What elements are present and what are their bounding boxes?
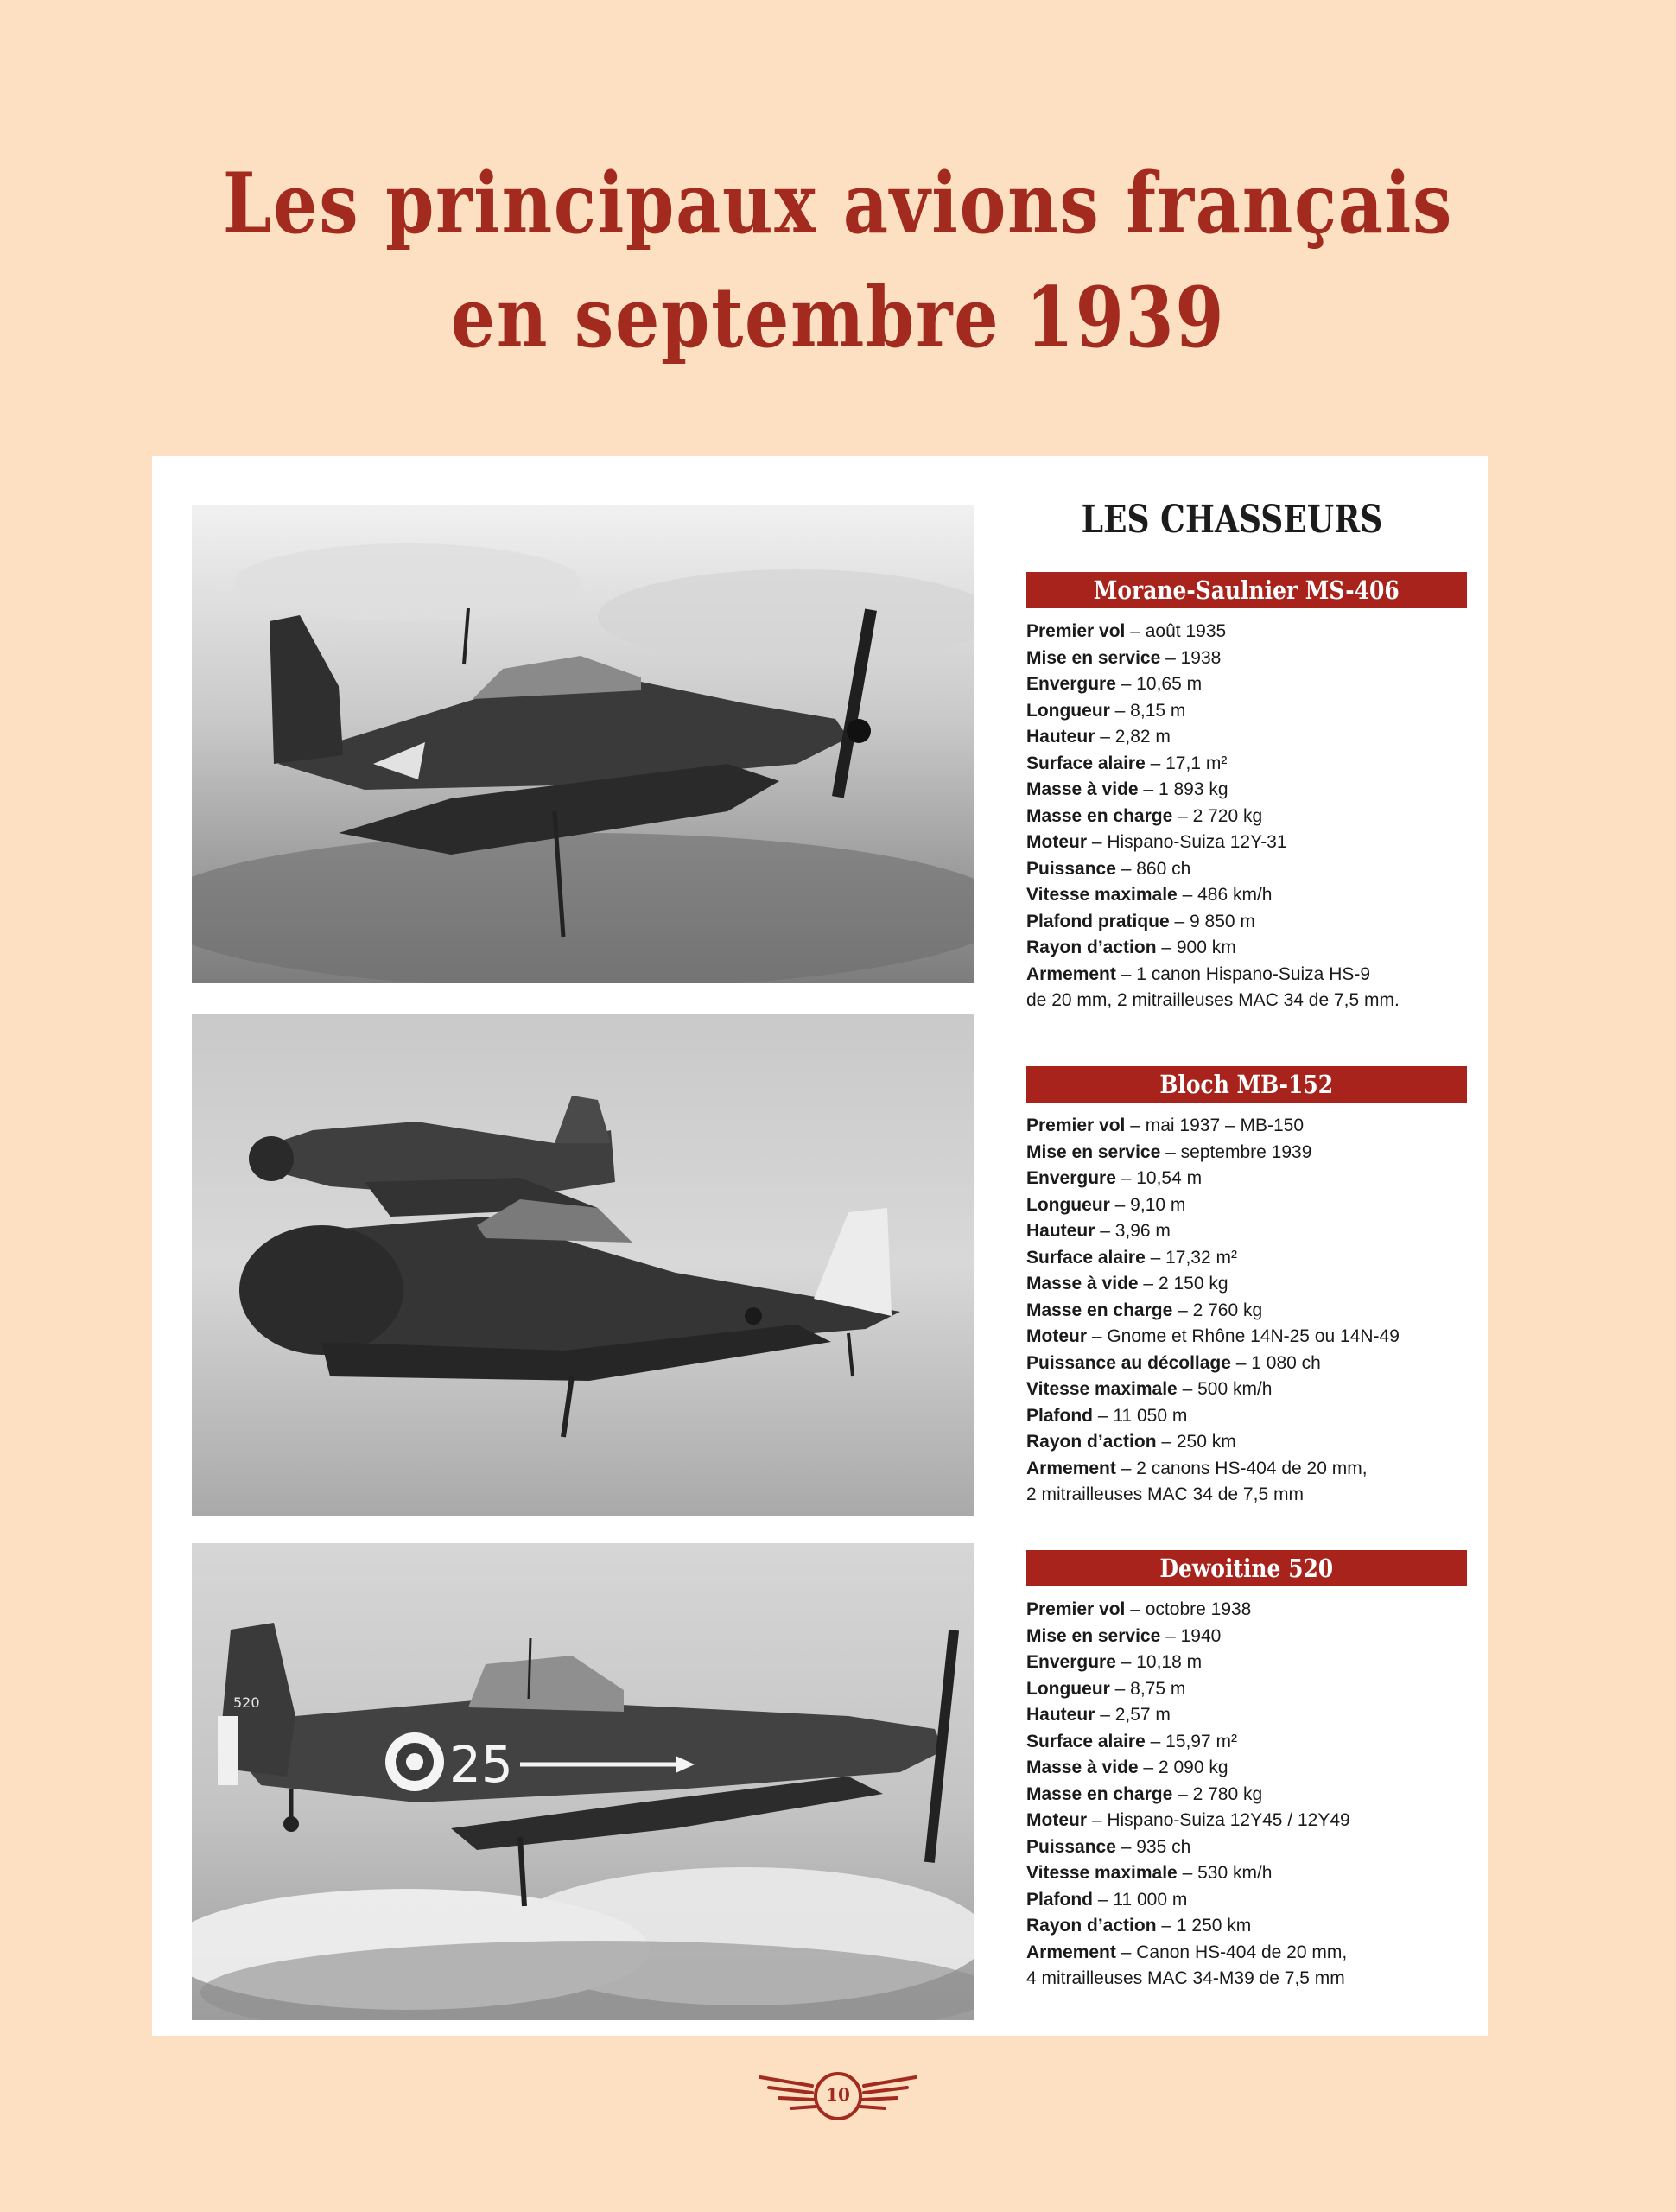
spec-line — [1026, 804, 1467, 830]
spec-line — [1026, 777, 1467, 804]
spec-value: – 8,15 m — [1109, 700, 1186, 721]
spec-label: Surface alaire — [1026, 1247, 1146, 1268]
spec-label: Rayon d’action — [1026, 1432, 1157, 1452]
spec-label: Puissance — [1026, 858, 1116, 879]
aircraft-photo-3 — [192, 1543, 974, 2020]
spec-line — [1026, 1782, 1467, 1808]
spec-label: Surface alaire — [1026, 753, 1146, 773]
spec-line — [1026, 1834, 1467, 1861]
spec-value: – 2 090 kg — [1138, 1758, 1228, 1777]
spec-label: Moteur — [1026, 1810, 1087, 1830]
spec-label: Envergure — [1026, 674, 1116, 694]
photo-bloch-mb152 — [192, 1014, 974, 1516]
spec-label: Plafond — [1026, 1889, 1093, 1910]
spec-line — [1026, 1403, 1467, 1430]
spec-label: Hauteur — [1026, 1705, 1095, 1725]
spec-label: Longueur — [1026, 1194, 1110, 1215]
spec-value: – 10,54 m — [1115, 1168, 1203, 1188]
aircraft-photo-2 — [192, 1014, 974, 1516]
spec-value: – 10,65 m — [1115, 674, 1203, 694]
aircraft-name: Dewoitine 520 — [1159, 1554, 1334, 1583]
spec-value: – 1940 — [1160, 1625, 1222, 1646]
aircraft-name-banner — [1026, 572, 1467, 608]
spec-label: Envergure — [1026, 1652, 1116, 1672]
spec-value: – 17,1 m² — [1145, 753, 1228, 773]
spec-label: Plafond — [1026, 1405, 1093, 1426]
spec-line — [1026, 1913, 1467, 1940]
spec-list — [1026, 619, 1467, 1014]
spec-value: – 9 850 m — [1169, 911, 1255, 931]
spec-line — [1026, 751, 1467, 778]
spec-value: – 8,75 m — [1109, 1678, 1186, 1699]
spec-value: – 3,96 m — [1095, 1221, 1171, 1241]
spec-label: Mise en service — [1026, 1625, 1161, 1646]
spec-line — [1026, 1113, 1467, 1140]
spec-value: – 1 canon Hispano-Suiza HS-9 — [1115, 963, 1371, 984]
spec-label: Rayon d’action — [1026, 938, 1157, 957]
spec-line — [1026, 935, 1467, 962]
spec-value: – 2 canons HS-404 de 20 mm, — [1115, 1458, 1368, 1478]
spec-line — [1026, 1755, 1467, 1782]
spec-label: Premier vol — [1026, 621, 1126, 641]
spec-label: Premier vol — [1026, 1116, 1126, 1135]
spec-line — [1026, 988, 1467, 1014]
spec-line — [1026, 856, 1467, 883]
spec-value: – 2 150 kg — [1138, 1274, 1228, 1294]
spec-value: – 486 km/h — [1177, 885, 1273, 905]
aircraft-name-banner — [1026, 1066, 1467, 1103]
spec-value: de 20 mm, 2 mitrailleuses MAC 34 de 7,5 mm. — [1026, 990, 1400, 1010]
aircraft-photo-1 — [192, 505, 974, 983]
spec-list — [1026, 1597, 1467, 1993]
spec-line — [1026, 1702, 1467, 1729]
spec-line — [1026, 1649, 1467, 1676]
spec-value: – Hispano-Suiza 12Y45 / 12Y49 — [1087, 1810, 1350, 1830]
spec-value: – mai 1937 – MB-150 — [1125, 1116, 1305, 1135]
spec-label: Longueur — [1026, 700, 1110, 721]
section-heading: LES CHASSEURS — [1081, 498, 1383, 542]
spec-line — [1026, 698, 1467, 725]
spec-value: – Hispano-Suiza 12Y-31 — [1087, 832, 1287, 852]
aircraft-specs-d520 — [1026, 1550, 1467, 1993]
spec-value: – 2 720 kg — [1172, 805, 1263, 826]
spec-line — [1026, 724, 1467, 751]
spec-line — [1026, 1298, 1467, 1325]
spec-value: – 1 080 ch — [1230, 1352, 1321, 1373]
spec-value: – 17,32 m² — [1145, 1247, 1237, 1268]
spec-value: – 2 760 kg — [1172, 1300, 1263, 1320]
spec-line — [1026, 962, 1467, 988]
aircraft-specs-mb152 — [1026, 1066, 1467, 1509]
spec-value: – 500 km/h — [1177, 1379, 1273, 1399]
title-line-2: en septembre 1939 — [450, 269, 1226, 366]
aircraft-name: Morane-Saulnier MS-406 — [1094, 575, 1400, 605]
spec-value: – août 1935 — [1125, 621, 1227, 641]
spec-line — [1026, 645, 1467, 672]
spec-label: Armement — [1026, 963, 1116, 984]
spec-line — [1026, 1624, 1467, 1650]
aircraft-specs-ms406 — [1026, 572, 1467, 1014]
title-line-1: Les principaux avions français — [222, 155, 1454, 252]
spec-line — [1026, 1456, 1467, 1483]
spec-line — [1026, 1808, 1467, 1834]
spec-line — [1026, 1245, 1467, 1272]
spec-value: – 2,57 m — [1095, 1705, 1171, 1725]
spec-line — [1026, 1729, 1467, 1756]
spec-line — [1026, 1218, 1467, 1245]
spec-value: – 2 780 kg — [1172, 1783, 1263, 1804]
spec-value: – 9,10 m — [1109, 1194, 1186, 1215]
spec-label: Masse en charge — [1026, 805, 1173, 826]
aircraft-code: 25 — [449, 1735, 513, 1794]
spec-value: – 935 ch — [1115, 1836, 1191, 1857]
spec-line — [1026, 1271, 1467, 1298]
spec-label: Hauteur — [1026, 727, 1095, 747]
spec-line — [1026, 619, 1467, 645]
spec-label: Puissance au décollage — [1026, 1352, 1231, 1373]
tail-number: 520 — [233, 1694, 260, 1711]
spec-line — [1026, 882, 1467, 909]
spec-label: Hauteur — [1026, 1221, 1095, 1241]
spec-label: Vitesse maximale — [1026, 1379, 1178, 1399]
spec-value: – 900 km — [1156, 938, 1236, 957]
spec-value: 4 mitrailleuses MAC 34-M39 de 7,5 mm — [1026, 1968, 1345, 1988]
spec-line — [1026, 671, 1467, 698]
spec-label: Plafond pratique — [1026, 911, 1170, 931]
spec-label: Surface alaire — [1026, 1731, 1146, 1751]
spec-value: – 1 250 km — [1156, 1916, 1252, 1936]
spec-line — [1026, 1966, 1467, 1993]
spec-label: Masse à vide — [1026, 779, 1139, 799]
spec-label: Moteur — [1026, 1326, 1087, 1346]
spec-line — [1026, 1429, 1467, 1456]
spec-line — [1026, 1887, 1467, 1914]
spec-line — [1026, 1351, 1467, 1377]
spec-label: Mise en service — [1026, 1141, 1161, 1162]
spec-label: Armement — [1026, 1942, 1116, 1962]
content-panel — [152, 456, 1488, 2036]
spec-line — [1026, 1166, 1467, 1192]
spec-value: – 2,82 m — [1095, 727, 1171, 747]
spec-line — [1026, 1376, 1467, 1403]
aircraft-name: Bloch MB-152 — [1159, 1070, 1334, 1099]
spec-list — [1026, 1113, 1467, 1509]
spec-value: – 11 000 m — [1093, 1889, 1188, 1910]
aircraft-name-banner — [1026, 1550, 1467, 1586]
photo-morane-saulnier — [192, 505, 974, 983]
spec-value: – 11 050 m — [1093, 1405, 1188, 1426]
spec-label: Longueur — [1026, 1678, 1110, 1699]
spec-line — [1026, 830, 1467, 856]
spec-label: Masse à vide — [1026, 1274, 1139, 1294]
spec-line — [1026, 1192, 1467, 1219]
spec-label: Rayon d’action — [1026, 1916, 1157, 1936]
spec-value: – 1938 — [1160, 647, 1222, 668]
spec-line — [1026, 1140, 1467, 1166]
spec-line — [1026, 1597, 1467, 1624]
spec-label: Masse en charge — [1026, 1300, 1173, 1320]
spec-line — [1026, 1860, 1467, 1887]
spec-label: Masse à vide — [1026, 1758, 1139, 1777]
spec-value: – 10,18 m — [1115, 1652, 1203, 1672]
spec-label: Vitesse maximale — [1026, 885, 1178, 905]
spec-label: Envergure — [1026, 1168, 1116, 1188]
spec-value: – 1 893 kg — [1138, 779, 1228, 799]
page-title — [134, 147, 1542, 375]
spec-value: – 530 km/h — [1177, 1863, 1273, 1883]
spec-value: 2 mitrailleuses MAC 34 de 7,5 mm — [1026, 1484, 1304, 1504]
page-number: 10 — [826, 2084, 850, 2105]
photo-dewoitine-520 — [192, 1543, 974, 2020]
spec-label: Vitesse maximale — [1026, 1863, 1178, 1883]
spec-label: Armement — [1026, 1458, 1116, 1478]
spec-label: Mise en service — [1026, 647, 1161, 668]
spec-value: – 860 ch — [1115, 858, 1191, 879]
spec-line — [1026, 1676, 1467, 1703]
spec-value: – 15,97 m² — [1145, 1731, 1237, 1751]
spec-value: – septembre 1939 — [1160, 1141, 1312, 1162]
spec-line — [1026, 1482, 1467, 1509]
spec-value: – Gnome et Rhône 14N-25 ou 14N-49 — [1087, 1326, 1400, 1346]
spec-line — [1026, 1940, 1467, 1967]
spec-label: Premier vol — [1026, 1599, 1126, 1619]
spec-value: – 250 km — [1156, 1432, 1236, 1452]
spec-line — [1026, 1324, 1467, 1351]
spec-value: – octobre 1938 — [1125, 1599, 1252, 1619]
spec-line — [1026, 909, 1467, 936]
spec-label: Puissance — [1026, 1836, 1116, 1857]
spec-value: – Canon HS-404 de 20 mm, — [1115, 1942, 1348, 1962]
spec-label: Masse en charge — [1026, 1783, 1173, 1804]
spec-label: Moteur — [1026, 832, 1087, 852]
